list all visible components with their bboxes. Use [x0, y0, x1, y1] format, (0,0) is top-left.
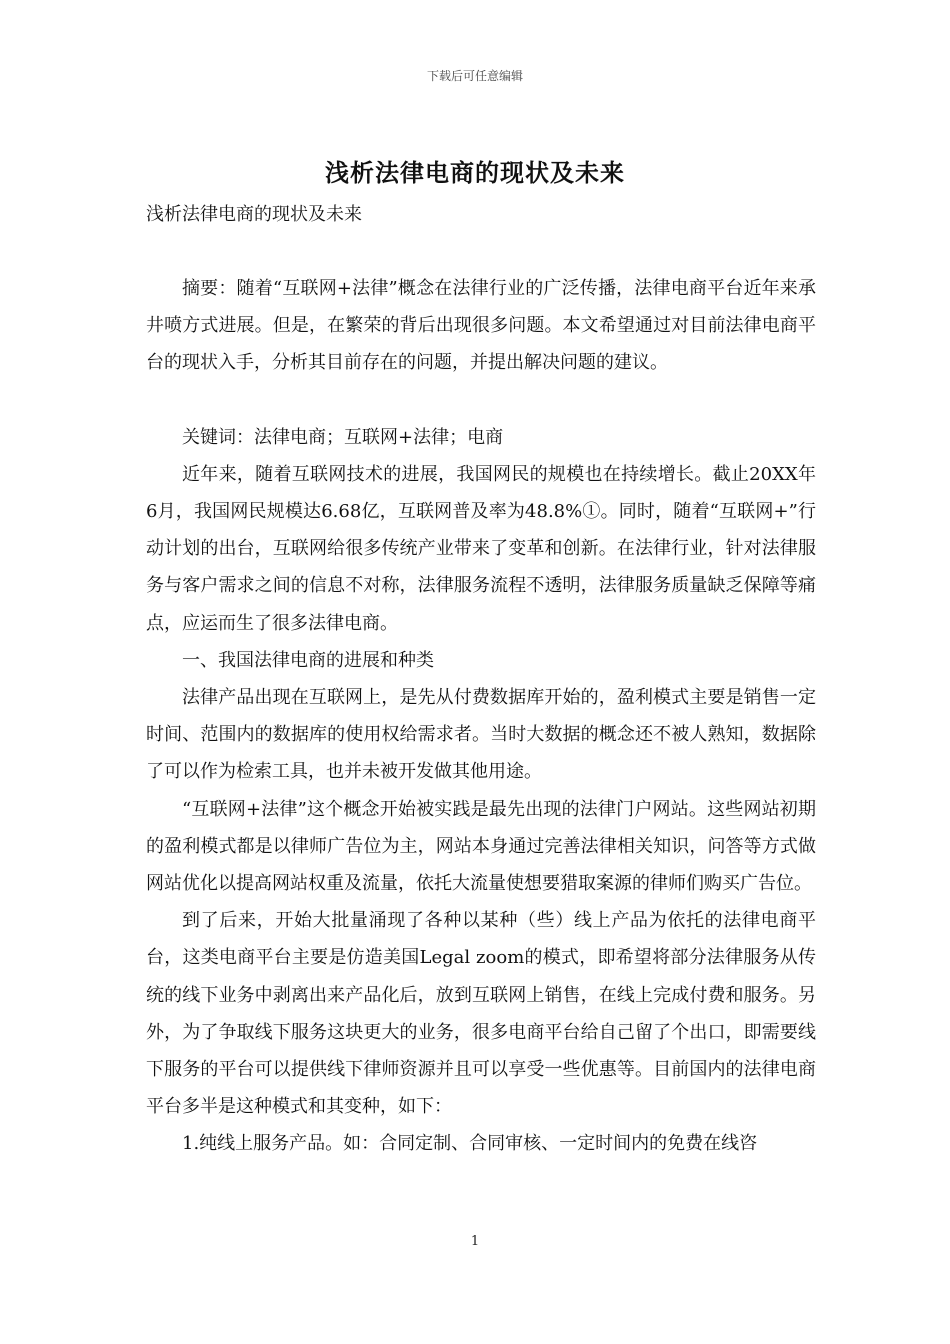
body-paragraph: 法律产品出现在互联网上，是先从付费数据库开始的，盈利模式主要是销售一定时间、范围内的数据库的使用权给需求者。当时大数据的概念还不被人熟知，数据除了可以作为检索工具，也并未被开发做其他用途。	[146, 687, 816, 783]
body-paragraph: 近年来，随着互联网技术的进展，我国网民的规模也在持续增长。截止20XX年6月，我国网民规模达6.68亿，互联网普及率为48.8%①。同时，随着“互联网+”行动计划的出台，互联网给很多传统产业带来了变革和创新。在法律行业，针对法律服务与客户需求之间的信息不对称，法律服务流程不透明，法律服务质量缺乏保障等痛点，应运而生了很多法律电商。	[146, 463, 816, 634]
section-heading: 一、我国法律电商的进展和种类	[182, 649, 434, 671]
abstract-paragraph: 摘要：随着“互联网+法律”概念在法律行业的广泛传播，法律电商平台近年来承井喷方式进展。但是，在繁荣的背后出现很多问题。本文希望通过对目前法律电商平台的现状入手，分析其目前存在的问题，并提出解决问题的建议。	[146, 278, 816, 374]
document-body	[146, 270, 816, 1163]
document-title: 浅析法律电商的现状及未来	[325, 158, 625, 187]
page-number: 1	[470, 1234, 480, 1249]
document-subtitle: 浅析法律电商的现状及未来	[146, 204, 362, 225]
body-paragraph: “互联网+法律”这个概念开始被实践是最先出现的法律门户网站。这些网站初期的盈利模式都是以律师广告位为主，网站本身通过完善法律相关知识，问答等方式做网站优化以提高网站权重及流量，依托大流量使想要猎取案源的律师们购买广告位。	[146, 798, 816, 895]
body-paragraph: 到了后来，开始大批量涌现了各种以某种（些）线上产品为依托的法律电商平台，这类电商平台主要是仿造美国Legal zoom的模式，即希望将部分法律服务从传统的线下业务中剥离出来产品化后，放到互联网上销售，在线上完成付费和服务。另外，为了争取线下服务这块更大的业务，很多电商平台给自己留了个出口，即需要线下服务的平台可以提供线下律师资源并且可以享受一些优惠等。目前国内的法律电商平台多半是这种模式和其变种，如下：	[146, 910, 816, 1118]
header-note: 下载后可任意编辑	[426, 69, 523, 83]
keywords-line: 关键词：法律电商；互联网+法律；电商	[182, 426, 504, 448]
list-item: 1.纯线上服务产品。如：合同定制、合同审核、一定时间内的免费在线咨	[182, 1133, 758, 1155]
